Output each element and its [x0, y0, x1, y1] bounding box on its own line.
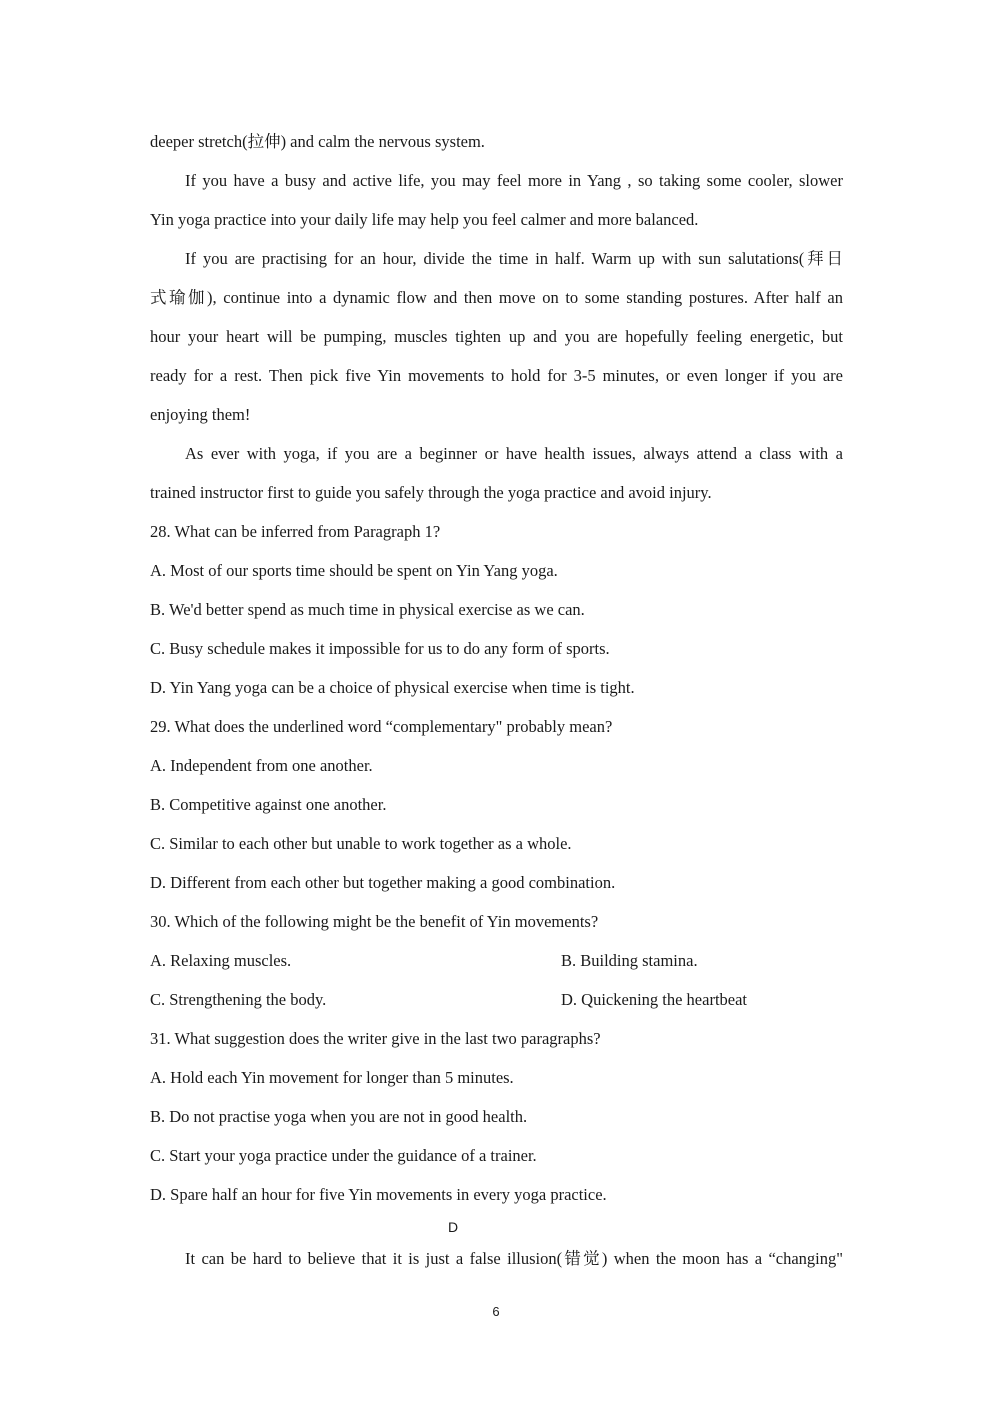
question-stem: 29. What does the underlined word “complementary" probably mean? [150, 717, 613, 736]
passage-line: ready for a rest. Then pick five Yin movements to hold for 3-5 minutes, or even longer if you are [150, 366, 843, 385]
passage-line: enjoying them! [150, 405, 251, 424]
answer-option: B. Building stamina. [561, 951, 698, 970]
passage-line: 式瑜伽), continue into a dynamic flow and then move on to some standing postures. After half an [150, 288, 843, 307]
passage-line: deeper stretch(拉伸) and calm the nervous system. [150, 132, 485, 151]
answer-option: D. Spare half an hour for five Yin movements in every yoga practice. [150, 1185, 607, 1204]
passage-line: Yin yoga practice into your daily life may help you feel calmer and more balanced. [150, 210, 699, 229]
answer-option: D. Yin Yang yoga can be a choice of physical exercise when time is tight. [150, 678, 635, 697]
answer-option: A. Independent from one another. [150, 756, 373, 775]
answer-option: C. Similar to each other but unable to work together as a whole. [150, 834, 572, 853]
question-stem: 28. What can be inferred from Paragraph 1? [150, 522, 441, 541]
answer-option: D. Quickening the heartbeat [561, 990, 748, 1009]
passage-line: As ever with yoga, if you are a beginner or have health issues, always attend a class with a [185, 444, 843, 463]
passage-line: If you have a busy and active life, you may feel more in Yang , so taking some cooler, slower [185, 171, 843, 190]
answer-option: B. Do not practise yoga when you are not in good health. [150, 1107, 528, 1126]
passage-line: It can be hard to believe that it is just a false illusion(错觉) when the moon has a “changing" [185, 1249, 843, 1268]
answer-option: A. Relaxing muscles. [150, 951, 292, 970]
answer-option: B. We'd better spend as much time in physical exercise as we can. [150, 600, 585, 619]
answer-option: C. Strengthening the body. [150, 990, 327, 1009]
passage-line: If you are practising for an hour, divide the time in half. Warm up with sun salutations(拜日 [185, 249, 843, 268]
answer-option: C. Busy schedule makes it impossible for us to do any form of sports. [150, 639, 610, 658]
answer-option: A. Most of our sports time should be spent on Yin Yang yoga. [150, 561, 558, 580]
page-number: 6 [492, 1304, 500, 1319]
passage-line: trained instructor first to guide you safely through the yoga practice and avoid injury. [150, 483, 712, 502]
question-stem: 30. Which of the following might be the benefit of Yin movements? [150, 912, 599, 931]
question-stem: 31. What suggestion does the writer give in the last two paragraphs? [150, 1029, 601, 1048]
passage-line: hour your heart will be pumping, muscles tighten up and you are hopefully feeling energetic, but [150, 327, 843, 346]
answer-option: C. Start your yoga practice under the guidance of a trainer. [150, 1146, 537, 1165]
section-heading: D [448, 1219, 459, 1235]
answer-option: B. Competitive against one another. [150, 795, 387, 814]
answer-option: A. Hold each Yin movement for longer than 5 minutes. [150, 1068, 514, 1087]
answer-option: D. Different from each other but together making a good combination. [150, 873, 616, 892]
